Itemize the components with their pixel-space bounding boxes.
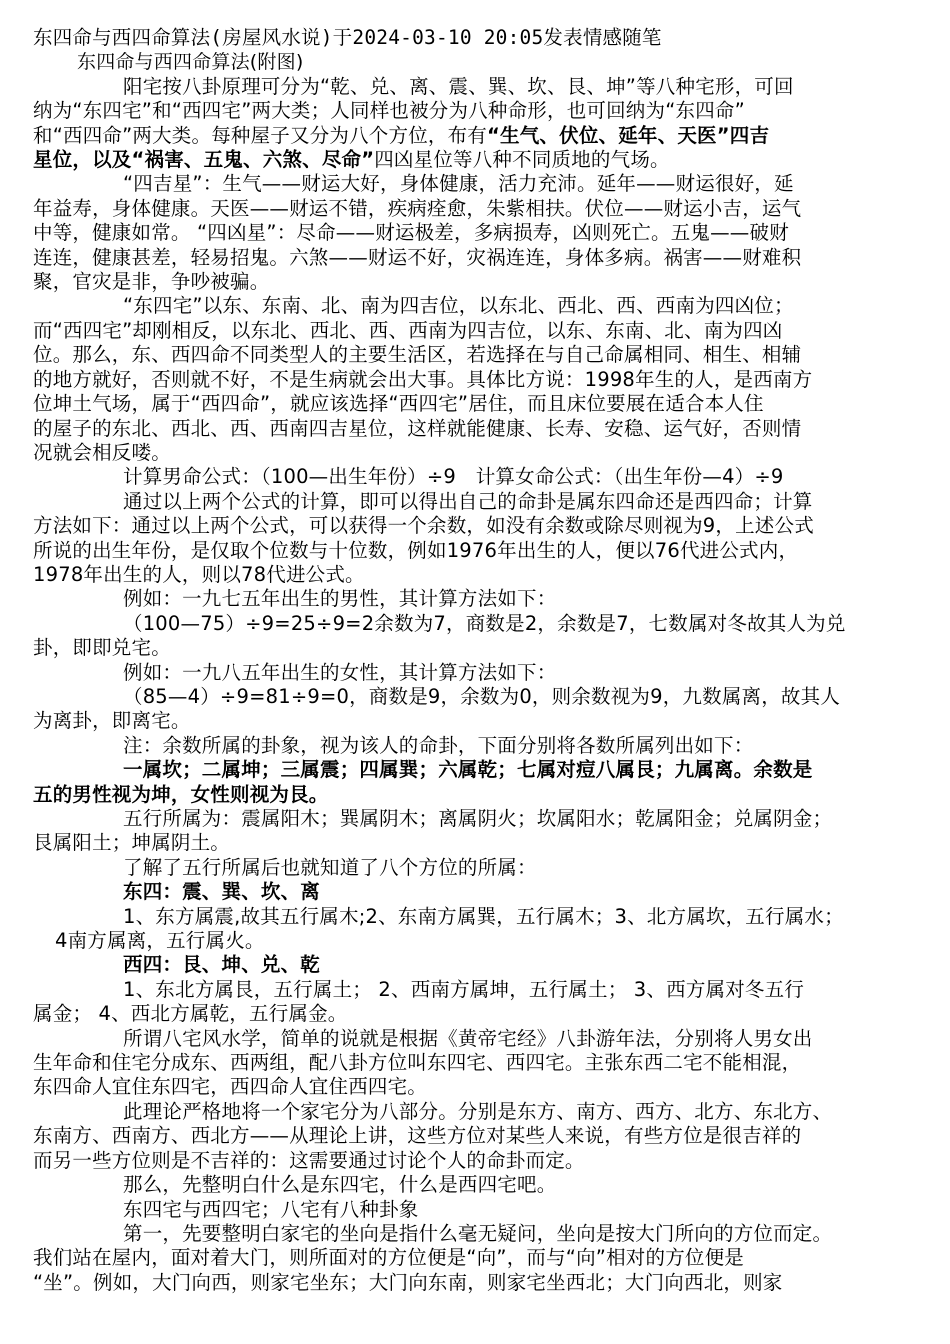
text-line xyxy=(33,831,922,855)
text-line xyxy=(33,978,922,1002)
text-segment: 例如：一九八五年出生的女性，其计算方法如下： xyxy=(123,660,557,684)
text-segment: “东四宅”以东、东南、北、南为四吉位，以东北、西北、西、西南为四凶位； xyxy=(123,294,794,318)
text-segment: 位。那么，东、西四命不同类型人的主要生活区，若选择在与自己命属相同、相生、相辅 xyxy=(33,343,802,367)
text-line xyxy=(33,490,922,514)
bold-text: 一属坎；二属坤；三属震；四属巽；六属乾；七属对痘八属艮；九属离。余数是 xyxy=(123,758,813,782)
text-segment: “坐”。例如，大门向西，则家宅坐东；大门向东南，则家宅坐西北；大门向西北，则家 xyxy=(33,1270,783,1294)
text-line xyxy=(33,343,922,367)
text-line xyxy=(33,99,922,123)
text-segment: 的屋子的东北、西北、西、西南四吉星位，这样就能健康、长寿、安稳、运气好，否则情 xyxy=(33,416,802,440)
text-segment: 生年命和住宅分成东、西两组，配八卦方位叫东四宅、西四宅。主张东西二宅不能相混， xyxy=(33,1051,802,1075)
text-line xyxy=(33,905,922,929)
text-line xyxy=(33,441,922,465)
text-segment: 纳为“东四宅”和“西四宅”两大类；人同样也被分为八种命形，也可回纳为“东四命” xyxy=(33,99,745,123)
text-line xyxy=(33,221,922,245)
text-line xyxy=(33,368,922,392)
text-segment: （85—4）÷9=81÷9=0，商数是9，余数为0，则余数视为9，九数属离，故其人 xyxy=(123,684,841,708)
text-line xyxy=(33,758,922,782)
text-line xyxy=(33,417,922,441)
text-line xyxy=(33,807,922,831)
text-line xyxy=(33,246,922,270)
text-line xyxy=(33,563,922,587)
text-line xyxy=(33,1246,922,1270)
text-line xyxy=(33,75,922,99)
text-segment: 聚，官灾是非，争吵被骗。 xyxy=(33,270,270,294)
text-line xyxy=(33,270,922,294)
document-text xyxy=(33,75,922,1295)
text-segment: 年益寿，身体健康。天医——财运不错，疾病痊愈，朱紫相扶。伏位——财运小吉，运气 xyxy=(33,196,802,220)
bold-text: “生气、伏位、延年、天医”四吉 xyxy=(487,123,770,147)
text-line xyxy=(33,1271,922,1295)
text-line xyxy=(33,661,922,685)
text-line xyxy=(33,392,922,416)
text-segment: 计算男命公式：（100—出生年份）÷9 计算女命公式：（出生年份—4）÷9 xyxy=(123,465,784,489)
text-line xyxy=(33,929,922,953)
text-segment: 东南方、西南方、西北方——从理论上讲，这些方位对某些人来说，有些方位是很吉祥的 xyxy=(33,1124,802,1148)
text-line xyxy=(33,1222,922,1246)
text-line xyxy=(33,709,922,733)
text-line xyxy=(33,953,922,977)
text-line xyxy=(33,1100,922,1124)
bold-text: 星位，以及“祸害、五鬼、六煞、尽命” xyxy=(33,148,375,172)
text-segment: 而“西四宅”却刚相反，以东北、西北、西、西南为四吉位，以东、东南、北、南为四凶 xyxy=(33,318,783,342)
text-line xyxy=(33,197,922,221)
text-segment: 五行所属为：震属阳木；巽属阴木；离属阴火；坎属阳水；乾属阳金；兑属阴金； xyxy=(123,807,833,830)
text-line xyxy=(33,319,922,343)
text-line xyxy=(33,1051,922,1075)
text-segment: 所谓八宅风水学，简单的说就是根据《黄帝宅经》八卦游年法，分别将人男女出 xyxy=(123,1026,813,1050)
text-line xyxy=(33,685,922,709)
text-segment: 位坤土气场，属于“西四命”，就应该选择“西四宅”居住，而且床位要展在适合本人住 xyxy=(33,392,764,416)
document-header: 东四命与西四命算法(房屋风水说)于2024-03-10 20:05发表情感随笔 xyxy=(33,26,662,49)
text-segment: 四凶星位等八种不同质地的气场。 xyxy=(374,148,670,172)
text-line xyxy=(33,880,922,904)
text-line xyxy=(33,856,922,880)
text-segment: 况就会相反喽。 xyxy=(33,440,171,464)
text-segment: 属金； 4、西北方属乾，五行属金。 xyxy=(33,1002,348,1026)
text-segment: 1、东方属震,故其五行属木;2、东南方属巽，五行属木；3、北方属坎，五行属水； xyxy=(123,904,844,928)
text-line xyxy=(33,172,922,196)
text-segment: 例如：一九七五年出生的男性，其计算方法如下： xyxy=(123,587,557,611)
text-line xyxy=(33,539,922,563)
text-segment: 我们站在屋内，面对着大门，则所面对的方位便是“向”，而与“向”相对的方位便是 xyxy=(33,1246,745,1270)
text-segment: 东四宅与西四宅；八宅有八种卦象 xyxy=(123,1197,419,1221)
text-segment: 东四命人宜住东四宅，西四命人宜住西四宅。 xyxy=(33,1075,428,1099)
document-subtitle: 东四命与西四命算法(附图) xyxy=(77,51,304,74)
text-segment: 和“西四命”两大类。每种屋子又分为八个方位，布有 xyxy=(33,123,488,147)
text-line xyxy=(33,1002,922,1026)
text-segment: 为离卦，即离宅。 xyxy=(33,709,191,733)
text-line xyxy=(33,612,922,636)
text-line xyxy=(33,1173,922,1197)
text-segment: 通过以上两个公式的计算，即可以得出自己的命卦是属东四命还是西四命；计算 xyxy=(123,489,813,513)
text-line xyxy=(33,148,922,172)
text-segment: 注：余数所属的卦象，视为该人的命卦，下面分别将各数所属列出如下： xyxy=(123,733,754,757)
text-line xyxy=(33,587,922,611)
bold-text: 东四：震、巽、坎、离 xyxy=(123,880,321,904)
text-segment: 而另一些方位则是不吉祥的：这需要通过讨论个人的命卦而定。 xyxy=(33,1148,585,1172)
text-line xyxy=(33,1075,922,1099)
text-segment: “四吉星”：生气——财运大好，身体健康，活力充沛。延年——财运很好，延 xyxy=(123,172,794,196)
text-segment: 此理论严格地将一个家宅分为八部分。分别是东方、南方、西方、北方、东北方、 xyxy=(123,1099,833,1123)
text-line xyxy=(33,294,922,318)
text-line xyxy=(33,124,922,148)
text-segment: 所说的出生年份，是仅取个位数与十位数，例如1976年出生的人，便以76代进公式内， xyxy=(33,538,799,562)
text-line xyxy=(33,1027,922,1051)
text-line xyxy=(33,734,922,758)
bold-text: 西四：艮、坤、兑、乾 xyxy=(123,953,321,977)
text-segment: 阳宅按八卦原理可分为“乾、兑、离、震、巽、坎、艮、坤”等八种宅形，可回 xyxy=(123,74,794,98)
text-segment: 方法如下：通过以上两个公式，可以获得一个余数，如没有余数或除尽则视为9，上述公式 xyxy=(33,514,814,538)
text-segment: 的地方就好，否则就不好，不是生病就会出大事。具体比方说：1998年生的人，是西南方 xyxy=(33,367,813,391)
text-segment: 了解了五行所属后也就知道了八个方位的所属： xyxy=(123,855,537,879)
text-segment: 那么，先整明白什么是东四宅，什么是西四宅吧。 xyxy=(123,1173,557,1197)
text-segment: 连连，健康甚差，轻易招鬼。六煞——财运不好，灾祸连连，身体多病。祸害——财难积 xyxy=(33,245,802,269)
text-line xyxy=(33,514,922,538)
text-line xyxy=(33,636,922,660)
text-segment: （100—75）÷9=25÷9=2余数为7，商数是2，余数是7，七数属对冬故其人为兑 xyxy=(123,611,846,635)
text-line xyxy=(33,1198,922,1222)
text-segment: 中等，健康如常。 “四凶星”：尽命——财运极差，多病损寿，凶则死亡。五鬼——破财 xyxy=(33,221,789,245)
text-segment: 1、东北方属艮，五行属土； 2、西南方属坤，五行属土； 3、西方属对冬五行 xyxy=(123,977,805,1001)
text-segment: 艮属阳土；坤属阴土。 xyxy=(33,831,231,855)
bold-text: 五的男性视为坤，女性则视为艮。 xyxy=(33,782,329,806)
text-line xyxy=(33,1149,922,1173)
text-line xyxy=(33,783,922,807)
text-segment: 第一，先要整明白家宅的坐向是指什么毫无疑问，坐向是按大门所向的方位而定。 xyxy=(123,1221,833,1245)
text-line xyxy=(33,1124,922,1148)
text-segment: 1978年出生的人，则以78代进公式。 xyxy=(33,562,365,586)
text-line xyxy=(33,465,922,489)
text-segment: 卦，即即兑宅。 xyxy=(33,636,171,660)
text-segment: 4南方属离，五行属火。 xyxy=(55,929,265,953)
